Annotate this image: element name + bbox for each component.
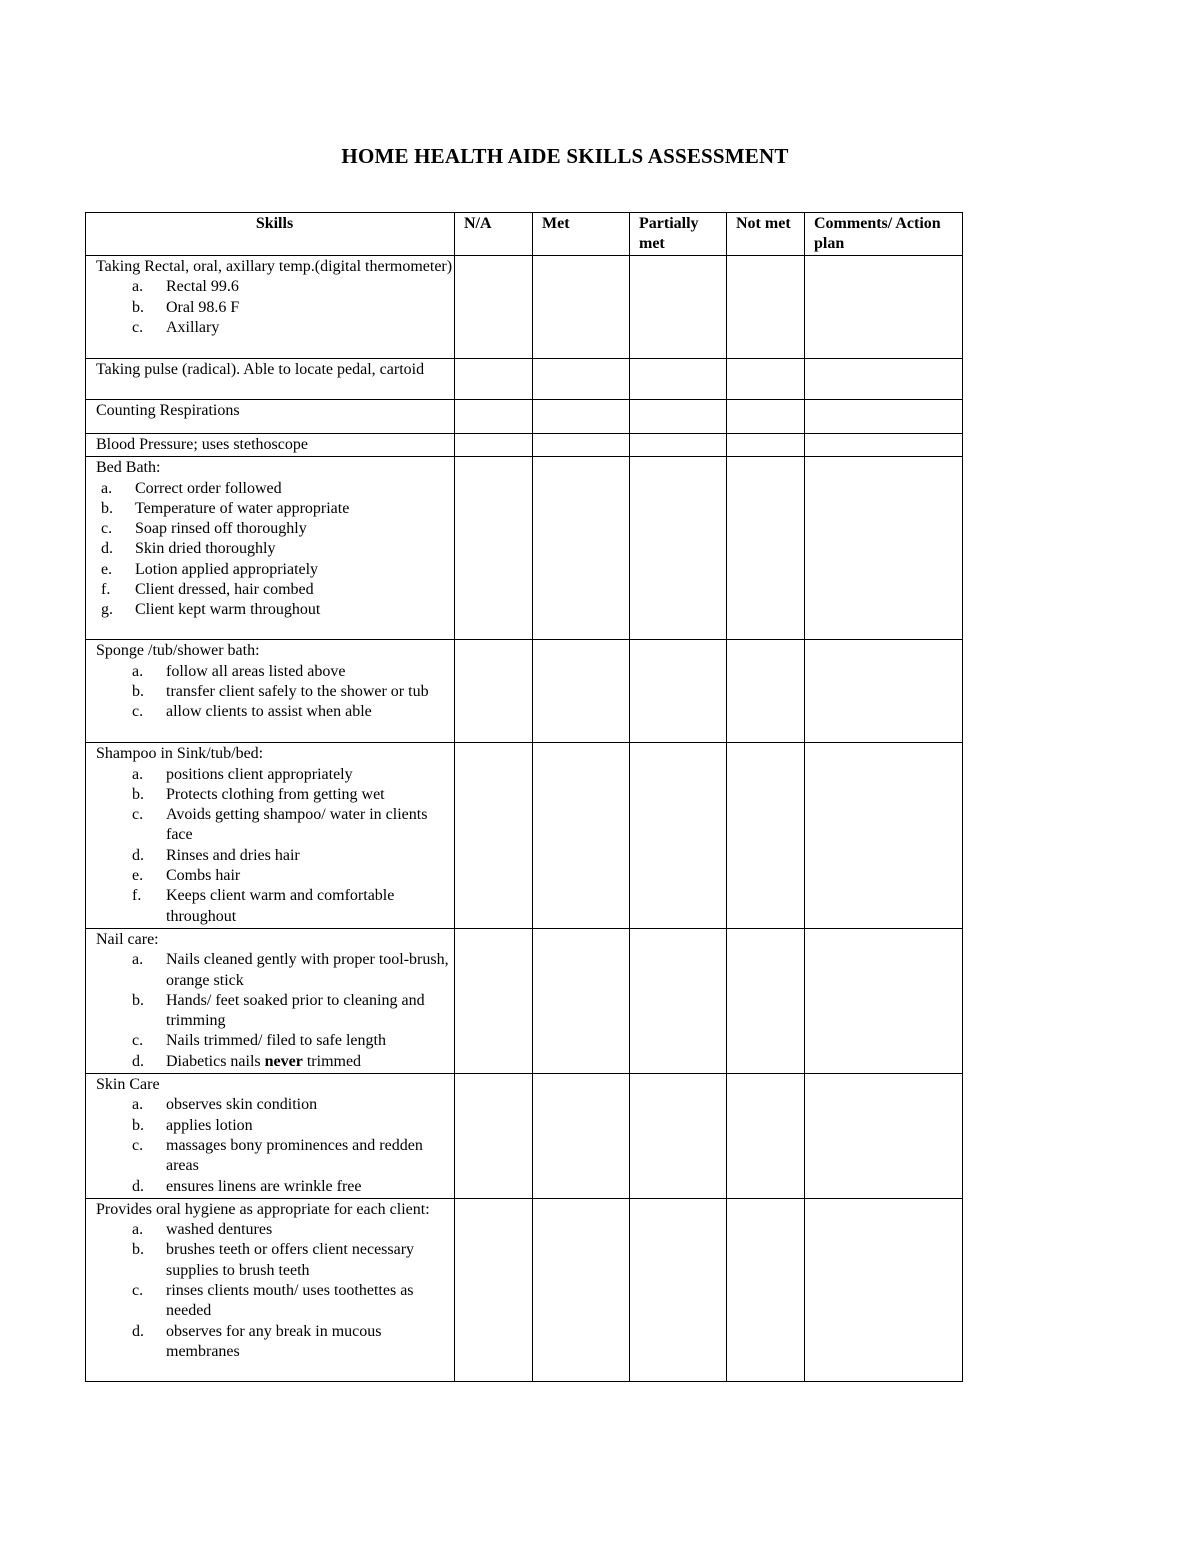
list-item: [96, 1177, 454, 1197]
item-marker: a.: [132, 278, 144, 296]
item-marker: a.: [132, 1096, 144, 1114]
item-marker: b.: [132, 298, 144, 316]
na-cell: [455, 256, 533, 359]
table-row: [86, 928, 963, 1073]
item-text: ensures linens are wrinkle free: [166, 1177, 362, 1195]
item-text: Axillary: [166, 318, 220, 336]
skills-header: Skills: [86, 213, 455, 256]
skill-subitems: [96, 277, 454, 338]
item-marker: g.: [101, 601, 113, 619]
skill-cell: [86, 928, 455, 1073]
partially-met-cell: [630, 434, 727, 457]
list-item: [96, 1322, 454, 1363]
item-marker: c.: [132, 318, 144, 336]
item-marker: a.: [132, 951, 144, 969]
met-cell: [533, 1198, 630, 1381]
item-marker: b.: [101, 499, 113, 517]
met-cell: [533, 743, 630, 929]
skill-subitems: [96, 765, 454, 927]
item-marker: c.: [132, 703, 144, 721]
item-text: observes for any break in mucous membranes: [166, 1322, 382, 1360]
table-row: [86, 457, 963, 640]
met-cell: [533, 640, 630, 743]
na-cell: [455, 640, 533, 743]
partially-met-cell: [630, 743, 727, 929]
item-text: observes skin condition: [166, 1096, 318, 1114]
list-item: [96, 1052, 454, 1072]
met-cell: [533, 359, 630, 400]
item-text: Correct order followed: [135, 479, 282, 497]
item-text: allow clients to assist when able: [166, 703, 372, 721]
item-text: positions client appropriately: [166, 765, 353, 783]
table-row: [86, 1074, 963, 1199]
item-text: Protects clothing from getting wet: [166, 785, 385, 803]
skill-title: Blood Pressure; uses stethoscope: [96, 436, 308, 453]
table-row: [86, 1198, 963, 1381]
skill-subitems: [96, 1220, 454, 1362]
comments-cell: [805, 928, 963, 1073]
item-marker: c.: [132, 806, 144, 824]
list-item: [96, 1220, 454, 1240]
comments-cell: [805, 457, 963, 640]
item-marker: b.: [132, 785, 144, 803]
skill-title: Counting Respirations: [96, 402, 240, 419]
item-text: applies lotion: [166, 1116, 253, 1134]
item-marker: b.: [132, 1241, 144, 1259]
na-cell: [455, 928, 533, 1073]
na-cell: [455, 434, 533, 457]
item-text: Nails trimmed/ filed to safe length: [166, 1032, 386, 1050]
item-marker: c.: [101, 520, 113, 538]
not-met-cell: [727, 359, 805, 400]
list-item: [96, 499, 454, 519]
item-marker: a.: [132, 765, 144, 783]
table-header-row: [86, 213, 963, 256]
list-item: [96, 318, 454, 338]
skill-cell: [86, 256, 455, 359]
skill-cell: [86, 434, 455, 457]
item-marker: a.: [132, 662, 144, 680]
list-item: [96, 298, 454, 318]
item-marker: e.: [101, 560, 113, 578]
list-item: [96, 277, 454, 297]
list-item: [96, 950, 454, 991]
comments-cell: [805, 640, 963, 743]
skill-cell: [86, 1198, 455, 1381]
not-met-cell: [727, 928, 805, 1073]
comments-cell: [805, 743, 963, 929]
item-marker: d.: [132, 1322, 144, 1340]
item-text: Client kept warm throughout: [135, 601, 321, 619]
item-text: Lotion applied appropriately: [135, 560, 319, 578]
met-cell: [533, 1074, 630, 1199]
met-cell: [533, 400, 630, 434]
item-marker: d.: [132, 1052, 144, 1070]
item-text: Skin dried thoroughly: [135, 540, 276, 558]
skill-cell: [86, 359, 455, 400]
partially-met-cell: [630, 928, 727, 1073]
document-title: HOME HEALTH AIDE SKILLS ASSESSMENT: [341, 144, 789, 168]
list-item: [96, 519, 454, 539]
item-text: Temperature of water appropriate: [135, 499, 350, 517]
list-item: [96, 765, 454, 785]
partially-met-cell: [630, 400, 727, 434]
list-item: [96, 991, 454, 1032]
list-item: [96, 479, 454, 499]
na-cell: [455, 457, 533, 640]
skill-subitems: [96, 479, 454, 621]
item-marker: b.: [132, 1116, 144, 1134]
skill-cell: [86, 457, 455, 640]
met-cell: [533, 457, 630, 640]
item-text: washed dentures: [166, 1221, 273, 1239]
skills-table-body: [86, 256, 963, 1382]
na-header: N/A: [455, 213, 533, 256]
not-met-cell: [727, 1198, 805, 1381]
met-cell: [533, 434, 630, 457]
skill-cell: [86, 743, 455, 929]
not-met-cell: [727, 640, 805, 743]
comments-cell: [805, 1198, 963, 1381]
item-marker: d.: [132, 1177, 144, 1195]
list-item: [96, 560, 454, 580]
partially-met-cell: [630, 256, 727, 359]
list-item: [96, 866, 454, 886]
item-text: Combs hair: [166, 867, 241, 885]
item-marker: a.: [101, 479, 113, 497]
skill-subitems: [96, 1095, 454, 1196]
skill-title: Shampoo in Sink/tub/bed:: [96, 745, 264, 763]
list-item: [96, 1116, 454, 1136]
list-item: [96, 539, 454, 559]
table-row: [86, 434, 963, 457]
met-cell: [533, 256, 630, 359]
item-text: brushes teeth or offers client necessary supplies to brush teeth: [166, 1241, 415, 1279]
list-item: [96, 785, 454, 805]
list-item: [96, 600, 454, 620]
item-text: Keeps client warm and comfortable throughout: [166, 887, 395, 925]
na-cell: [455, 1198, 533, 1381]
list-item: [96, 805, 454, 846]
skill-title: Sponge /tub/shower bath:: [96, 642, 260, 660]
partially-met-cell: [630, 640, 727, 743]
list-item: [96, 1281, 454, 1322]
list-item: [96, 846, 454, 866]
skill-subitems: [96, 950, 454, 1072]
skill-subitems: [96, 662, 454, 723]
na-cell: [455, 1074, 533, 1199]
skill-cell: [86, 400, 455, 434]
comments-cell: [805, 256, 963, 359]
skills-assessment-table: [85, 212, 963, 1382]
na-cell: [455, 359, 533, 400]
skill-title: Skin Care: [96, 1076, 160, 1094]
skill-title: Taking pulse (radical). Able to locate pedal, cartoid: [96, 361, 425, 378]
item-marker: d.: [101, 540, 113, 558]
item-text: Rinses and dries hair: [166, 846, 300, 864]
item-text: transfer client safely to the shower or tub: [166, 682, 429, 700]
skill-cell: [86, 1074, 455, 1199]
list-item: [96, 580, 454, 600]
partially-met-cell: [630, 1074, 727, 1199]
partially-met-cell: [630, 457, 727, 640]
list-item: [96, 1136, 454, 1177]
not-met-cell: [727, 743, 805, 929]
item-text: Hands/ feet soaked prior to cleaning and trimming: [166, 991, 425, 1030]
table-row: [86, 256, 963, 359]
table-row: [86, 640, 963, 743]
item-marker: e.: [132, 867, 144, 885]
not-met-cell: [727, 400, 805, 434]
item-text: Avoids getting shampoo/ water in clients face: [166, 806, 428, 844]
comments-cell: [805, 434, 963, 457]
comments-cell: [805, 400, 963, 434]
list-item: [96, 1095, 454, 1115]
item-text: Nails cleaned gently with proper tool-brush, orange stick: [166, 951, 449, 989]
skill-title: Nail care:: [96, 930, 159, 948]
item-text: Diabetics nails: [166, 1052, 265, 1070]
item-text: follow all areas listed above: [166, 662, 346, 680]
item-marker: b.: [132, 991, 144, 1009]
list-item: [96, 886, 454, 927]
na-cell: [455, 743, 533, 929]
comments-cell: [805, 359, 963, 400]
item-text: trimmed: [302, 1052, 362, 1070]
item-text: rinses clients mouth/ uses toothettes as needed: [166, 1282, 414, 1320]
item-marker: a.: [132, 1221, 144, 1239]
list-item: [96, 1240, 454, 1281]
skill-cell: [86, 640, 455, 743]
item-text: Rectal 99.6: [166, 278, 239, 296]
met-header: Met: [533, 213, 630, 256]
not-met-cell: [727, 457, 805, 640]
item-emphasis: never: [264, 1052, 303, 1070]
item-marker: d.: [132, 846, 144, 864]
item-text: Oral 98.6 F: [166, 298, 240, 316]
item-marker: c.: [132, 1282, 144, 1300]
not-met-cell: [727, 256, 805, 359]
item-marker: b.: [132, 682, 144, 700]
item-text: massages bony prominences and redden areas: [166, 1136, 423, 1175]
skill-title: Taking Rectal, oral, axillary temp.(digital thermometer): [96, 258, 453, 275]
item-text: Client dressed, hair combed: [135, 581, 314, 599]
partially-met-header: Partially met: [630, 213, 727, 256]
item-marker: c.: [132, 1136, 144, 1154]
table-row: [86, 743, 963, 929]
partially-met-cell: [630, 1198, 727, 1381]
list-item: [96, 682, 454, 702]
list-item: [96, 1031, 454, 1051]
item-marker: c.: [132, 1032, 144, 1050]
item-marker: f.: [101, 581, 111, 599]
list-item: [96, 702, 454, 722]
skill-title: Bed Bath:: [96, 459, 161, 477]
not-met-cell: [727, 434, 805, 457]
comments-header: Comments/ Action plan: [805, 213, 963, 256]
not-met-header: Not met: [727, 213, 805, 256]
table-row: [86, 400, 963, 434]
not-met-cell: [727, 1074, 805, 1199]
table-row: [86, 359, 963, 400]
item-marker: f.: [132, 887, 142, 905]
list-item: [96, 662, 454, 682]
comments-cell: [805, 1074, 963, 1199]
partially-met-cell: [630, 359, 727, 400]
na-cell: [455, 400, 533, 434]
met-cell: [533, 928, 630, 1073]
item-text: Soap rinsed off thoroughly: [135, 520, 307, 538]
skill-title: Provides oral hygiene as appropriate for each client:: [96, 1200, 430, 1218]
